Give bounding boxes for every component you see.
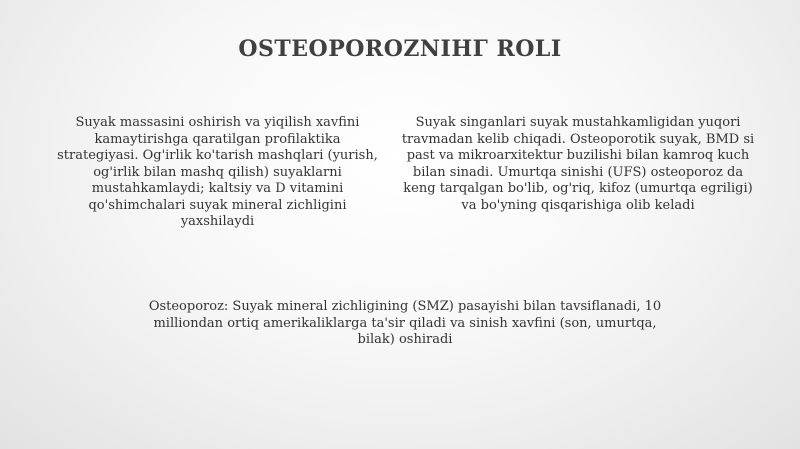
slide-title: OSTEOPOROZNIHГ ROLI (238, 36, 562, 62)
right-text-block: Suyak singanlari suyak mustahkamligidan yuqori travmadan kelib chiqadi. Osteoporotik suyak, BMD si past va mikroarxitektur buzilishi bilan kamroq kuch bilan sinadi. Umurtqa sinishi (UFS) osteoporoz da keng tarqalgan bo'lib, og'riq, kifoz (umurtqa egriligi) va bo'yning qisqarishiga olib keladi (401, 115, 755, 213)
bottom-text-block: Osteoporoz: Suyak mineral zichligining (SMZ) pasayishi bilan tavsiflanadi, 10 milliondan ortiq amerikaliklarga ta'sir qiladi va sinish xavfini (son, umurtqa, bilak) oshiradi (148, 299, 662, 347)
left-text-block: Suyak massasini oshirish va yiqilish xavfini kamaytirishga qaratilgan profilaktika strategiyasi. Og'irlik ko'tarish mashqlari (yurish, og'irlik bilan mashq qilish) suyaklarni mustahkamlaydi; kaltsiy va D vitamini qo'shimchalari suyak mineral zichligini yaxshilaydi (57, 115, 378, 229)
